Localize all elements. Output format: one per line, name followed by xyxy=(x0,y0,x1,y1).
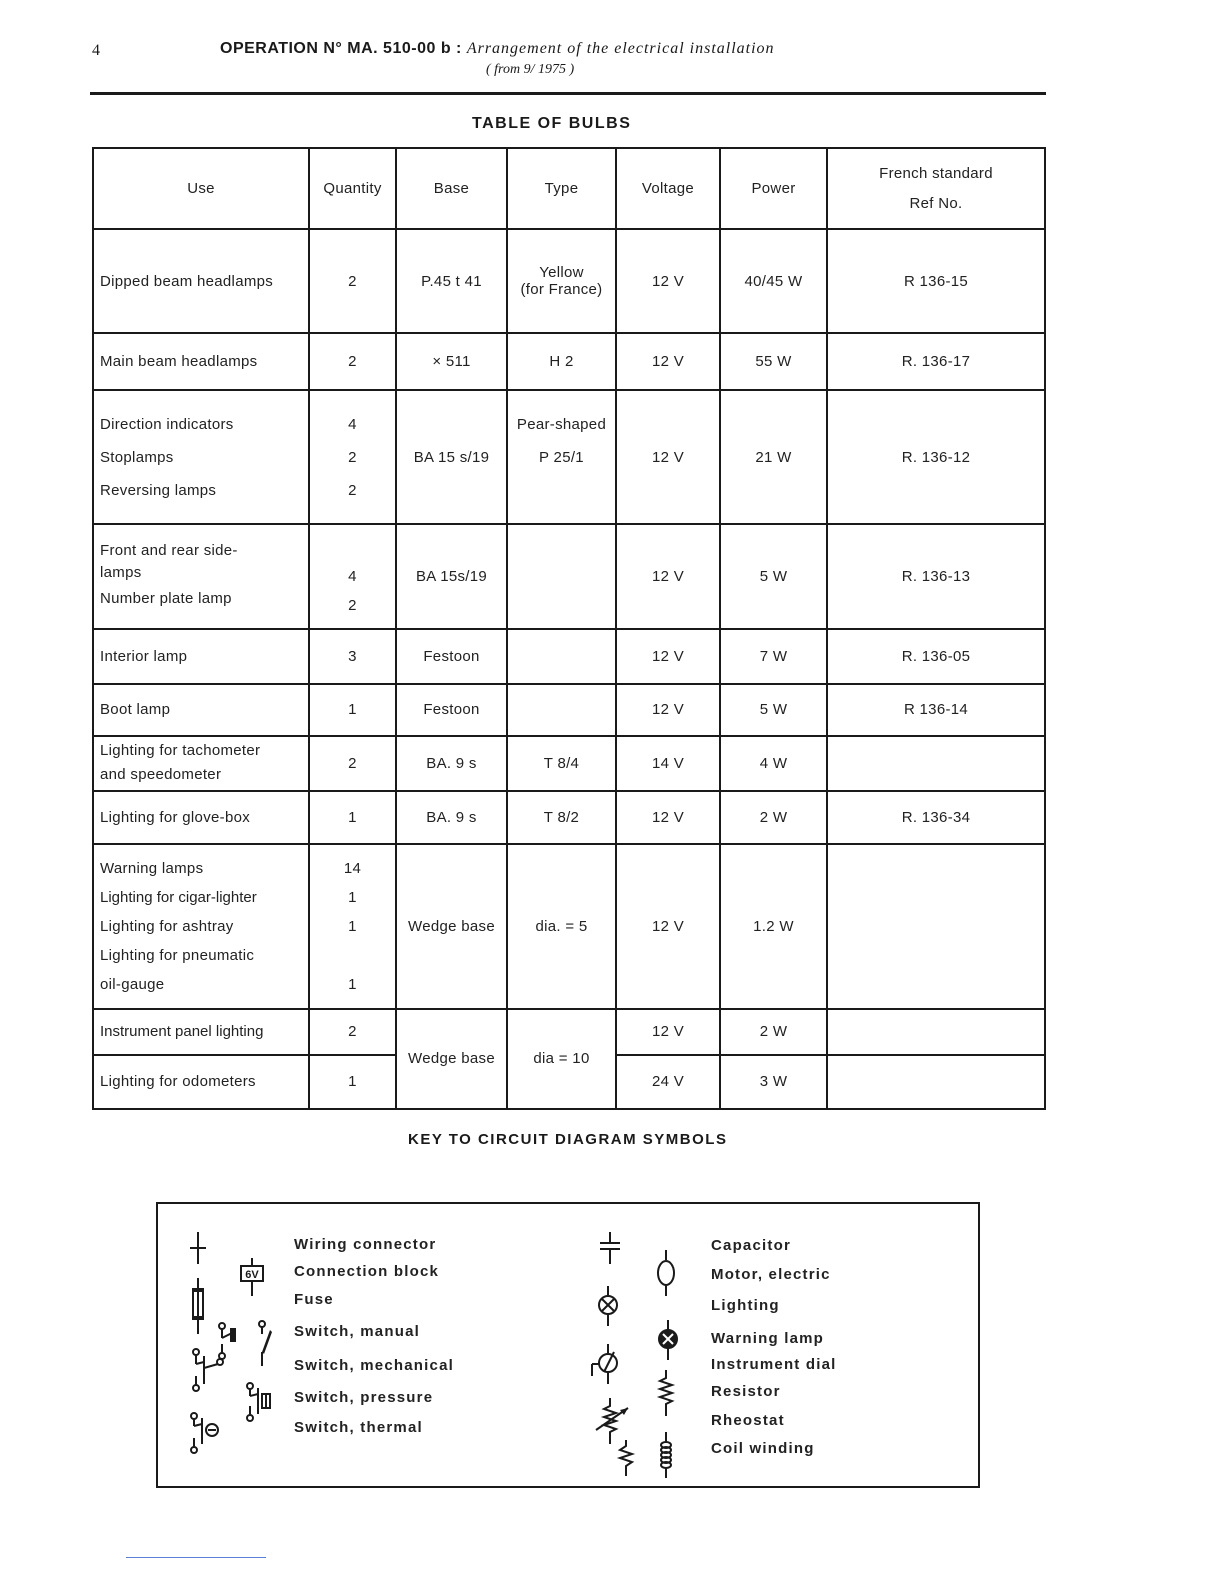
date-note: ( from 9/ 1975 ) xyxy=(486,62,575,77)
key-label-switch-manual: Switch, manual xyxy=(294,1323,420,1340)
cell-use-line: and speedometer xyxy=(100,766,222,784)
key-label-motor: Motor, electric xyxy=(711,1266,831,1283)
cell-use: Interior lamp xyxy=(93,629,309,683)
switch-manual-alt-icon xyxy=(252,1316,276,1368)
cell-ref: R. 136-05 xyxy=(827,629,1045,683)
footer-rule xyxy=(126,1557,266,1558)
cell-use-line: Number plate lamp xyxy=(100,590,232,608)
cell-type xyxy=(507,629,616,683)
cell-base: BA. 9 s xyxy=(396,791,507,844)
cell-base: BA 15s/19 xyxy=(396,524,507,629)
col-header-quantity: Quantity xyxy=(309,148,396,229)
cell-base: Wedge base xyxy=(396,1009,507,1109)
cell-qty-line: 14 xyxy=(343,859,362,877)
cell-voltage: 12 V xyxy=(616,333,720,390)
switch-thermal-icon xyxy=(188,1410,228,1458)
cell-power: 3 W xyxy=(720,1055,827,1109)
cell-use-line: Stoplamps xyxy=(100,448,174,466)
table-row xyxy=(93,684,1045,736)
cell-power: 4 W xyxy=(720,736,827,791)
cell-type: dia. = 5 xyxy=(507,844,616,1009)
cell-use: Dipped beam headlamps xyxy=(93,229,309,333)
cell-base: Festoon xyxy=(396,684,507,736)
page-number: 4 xyxy=(92,42,100,59)
cell-qty: 2 xyxy=(309,333,396,390)
cell-qty-line: 1 xyxy=(348,917,357,935)
cell-base: BA 15 s/19 xyxy=(396,390,507,524)
connection-block-label: 6V xyxy=(245,1269,259,1281)
cell-use-line: Lighting for cigar-lighter xyxy=(100,888,257,906)
key-title: KEY TO CIRCUIT DIAGRAM SYMBOLS xyxy=(408,1131,728,1148)
key-label-lighting: Lighting xyxy=(711,1297,780,1314)
col-header-ref-line2: Ref No. xyxy=(909,194,963,212)
cell-qty: 2 xyxy=(309,736,396,791)
table-row xyxy=(93,524,1045,629)
cell-use xyxy=(93,844,309,1009)
coil-winding-icon xyxy=(656,1430,676,1480)
table-header-row xyxy=(93,148,1045,229)
cell-voltage: 12 V xyxy=(616,524,720,629)
cell-use xyxy=(93,736,309,791)
table-row xyxy=(93,229,1045,333)
cell-qty-line: 1 xyxy=(348,975,357,993)
cell-type: dia = 10 xyxy=(507,1009,616,1109)
col-header-power: Power xyxy=(720,148,827,229)
cell-type xyxy=(507,390,616,524)
cell-qty: 1 xyxy=(309,1055,396,1109)
cell-power: 21 W xyxy=(720,390,827,524)
cell-use: Instrument panel lighting xyxy=(93,1009,309,1055)
warning-lamp-icon xyxy=(654,1318,682,1362)
cell-ref: R. 136-12 xyxy=(827,390,1045,524)
table-row xyxy=(93,333,1045,390)
key-label-fuse: Fuse xyxy=(294,1291,334,1308)
col-header-ref-line1: French standard xyxy=(879,164,993,182)
cell-base: Wedge base xyxy=(396,844,507,1009)
cell-use-line: Warning lamps xyxy=(100,859,204,877)
cell-type-line: P 25/1 xyxy=(539,448,584,466)
key-label-capacitor: Capacitor xyxy=(711,1237,791,1254)
cell-qty: 2 xyxy=(309,1009,396,1055)
cell-power: 55 W xyxy=(720,333,827,390)
cell-qty: 3 xyxy=(309,629,396,683)
cell-power: 1.2 W xyxy=(720,844,827,1009)
operation-subtitle: Arrangement of the electrical installation xyxy=(466,40,775,57)
cell-qty-line: 4 xyxy=(348,568,357,586)
cell-use-line: Direction indicators xyxy=(100,415,234,433)
key-label-wiring-connector: Wiring connector xyxy=(294,1236,437,1253)
cell-ref xyxy=(827,736,1045,791)
cell-use-line: Lighting for tachometer xyxy=(100,742,261,760)
cell-qty-line: 1 xyxy=(348,888,357,906)
cell-power: 2 W xyxy=(720,791,827,844)
cell-voltage: 12 V xyxy=(616,844,720,1009)
cell-use-line: Front and rear side- xyxy=(100,542,238,560)
motor-icon xyxy=(654,1248,678,1298)
cell-qty xyxy=(309,524,396,629)
col-header-ref xyxy=(827,148,1045,229)
col-header-use: Use xyxy=(93,148,309,229)
cell-base: BA. 9 s xyxy=(396,736,507,791)
cell-ref: R. 136-34 xyxy=(827,791,1045,844)
cell-power: 40/45 W xyxy=(720,229,827,333)
cell-power: 5 W xyxy=(720,524,827,629)
cell-power: 5 W xyxy=(720,684,827,736)
key-label-switch-mechanical: Switch, mechanical xyxy=(294,1357,454,1374)
col-header-type: Type xyxy=(507,148,616,229)
cell-voltage: 12 V xyxy=(616,1009,720,1055)
cell-power: 2 W xyxy=(720,1009,827,1055)
resistor-small-icon xyxy=(616,1438,636,1478)
col-header-voltage: Voltage xyxy=(616,148,720,229)
cell-voltage: 12 V xyxy=(616,390,720,524)
fuse-icon xyxy=(188,1276,208,1336)
cell-type xyxy=(507,684,616,736)
cell-use: Lighting for odometers xyxy=(93,1055,309,1109)
switch-mechanical-icon xyxy=(190,1346,230,1396)
table-row xyxy=(93,844,1045,1009)
cell-type: H 2 xyxy=(507,333,616,390)
cell-type xyxy=(507,524,616,629)
cell-base: × 511 xyxy=(396,333,507,390)
lighting-icon xyxy=(594,1284,622,1328)
cell-qty xyxy=(309,390,396,524)
cell-voltage: 12 V xyxy=(616,229,720,333)
key-label-instrument-dial: Instrument dial xyxy=(711,1356,837,1373)
cell-qty-line: 2 xyxy=(348,597,357,615)
table-row xyxy=(93,1009,1045,1055)
cell-qty: 1 xyxy=(309,791,396,844)
cell-ref xyxy=(827,844,1045,1009)
cell-use-line: Reversing lamps xyxy=(100,481,217,499)
cell-type xyxy=(507,229,616,333)
cell-use-line: oil-gauge xyxy=(100,975,165,993)
table-row xyxy=(93,390,1045,524)
cell-type: T 8/2 xyxy=(507,791,616,844)
cell-power: 7 W xyxy=(720,629,827,683)
key-box xyxy=(156,1202,980,1488)
key-label-switch-pressure: Switch, pressure xyxy=(294,1389,434,1406)
cell-qty: 1 xyxy=(309,684,396,736)
cell-voltage: 14 V xyxy=(616,736,720,791)
wiring-connector-icon xyxy=(186,1230,210,1266)
switch-pressure-icon xyxy=(244,1380,276,1424)
operation-header xyxy=(220,40,775,58)
cell-qty-line: 4 xyxy=(348,415,357,433)
cell-use: Lighting for glove-box xyxy=(93,791,309,844)
cell-qty: 2 xyxy=(309,229,396,333)
bulbs-table xyxy=(92,147,1046,1110)
cell-voltage: 12 V xyxy=(616,629,720,683)
header-rule xyxy=(90,92,1046,95)
table-title: TABLE OF BULBS xyxy=(472,115,632,132)
resistor-icon xyxy=(656,1368,676,1418)
cell-qty-line: 2 xyxy=(348,481,357,499)
capacitor-icon xyxy=(598,1230,622,1266)
cell-ref: R. 136-13 xyxy=(827,524,1045,629)
cell-ref: R 136-15 xyxy=(827,229,1045,333)
cell-use-line: Lighting for ashtray xyxy=(100,917,234,935)
cell-base: Festoon xyxy=(396,629,507,683)
table-row xyxy=(93,736,1045,791)
cell-type-line1: Yellow xyxy=(539,264,584,282)
col-header-base: Base xyxy=(396,148,507,229)
cell-qty xyxy=(309,844,396,1009)
cell-voltage: 12 V xyxy=(616,791,720,844)
key-label-coil-winding: Coil winding xyxy=(711,1440,815,1457)
cell-use-line: lamps xyxy=(100,564,142,582)
cell-type-line: Pear-shaped xyxy=(516,415,607,433)
cell-ref xyxy=(827,1055,1045,1109)
cell-voltage: 12 V xyxy=(616,684,720,736)
cell-use: Main beam headlamps xyxy=(93,333,309,390)
key-label-warning-lamp: Warning lamp xyxy=(711,1330,825,1347)
cell-base: P.45 t 41 xyxy=(396,229,507,333)
cell-ref xyxy=(827,1009,1045,1055)
connection-block-icon xyxy=(238,1256,266,1298)
cell-type-line2: (for France) xyxy=(520,281,603,299)
operation-number: OPERATION N° MA. 510-00 b : xyxy=(220,40,462,57)
cell-type: T 8/4 xyxy=(507,736,616,791)
cell-use: Boot lamp xyxy=(93,684,309,736)
table-row xyxy=(93,629,1045,683)
cell-voltage: 24 V xyxy=(616,1055,720,1109)
key-label-resistor: Resistor xyxy=(711,1383,781,1400)
key-label-rheostat: Rheostat xyxy=(711,1412,785,1429)
table-row xyxy=(93,791,1045,844)
instrument-dial-icon xyxy=(590,1342,626,1386)
key-label-connection-block: Connection block xyxy=(294,1263,440,1280)
cell-use xyxy=(93,524,309,629)
cell-use xyxy=(93,390,309,524)
cell-ref: R. 136-17 xyxy=(827,333,1045,390)
cell-ref: R 136-14 xyxy=(827,684,1045,736)
cell-qty-line: 2 xyxy=(348,448,357,466)
key-label-switch-thermal: Switch, thermal xyxy=(294,1419,423,1436)
cell-use-line: Lighting for pneumatic xyxy=(100,946,255,964)
